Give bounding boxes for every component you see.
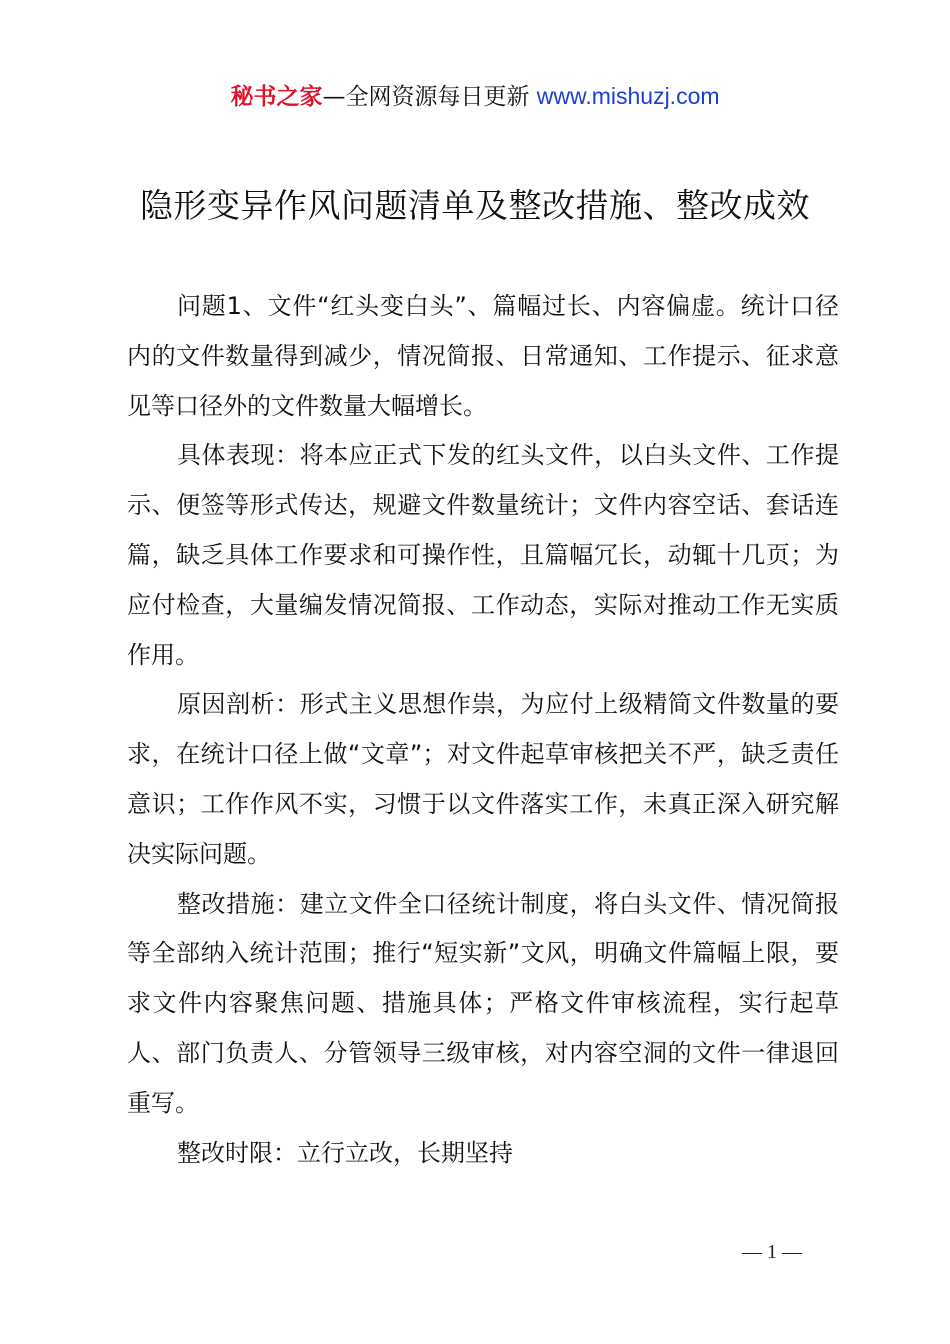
banner-tagline: —全网资源每日更新 <box>322 84 530 110</box>
paragraph-rectification-measures: 整改措施：建立文件全口径统计制度，将白头文件、情况简报等全部纳入统计范围；推行“短实新”文风，明确文件篇幅上限，要求文件内容聚焦问题、措施具体；严格文件审核流程，实行起草人、部门负责人、分管领导三级审核，对内容空洞的文件一律退回重写。 <box>127 889 839 1117</box>
document-body <box>127 282 839 1178</box>
paragraph-cause-analysis: 原因剖析：形式主义思想作祟，为应付上级精简文件数量的要求，在统计口径上做“文章”；对文件起草审核把关不严，缺乏责任意识；工作作风不实，习惯于以文件落实工作，未真正深入研究解决实际问题。 <box>127 690 839 868</box>
brand-name: 秘书之家 <box>230 84 323 110</box>
document-title: 隐形变异作风问题清单及整改措施、整改成效 <box>140 186 810 225</box>
paragraph-problem: 问题1、文件“红头变白头”、篇幅过长、内容偏虚。统计口径内的文件数量得到减少，情况简报、日常通知、工作提示、征求意见等口径外的文件数量大幅增长。 <box>127 292 839 420</box>
paragraph-rectification-deadline: 整改时限：立行立改，长期坚持 <box>177 1138 513 1167</box>
page-number: — 1 — <box>742 1241 802 1263</box>
site-banner <box>0 80 950 113</box>
site-url-link[interactable]: www.mishuzj.com <box>536 83 720 109</box>
paragraph-manifestation: 具体表现：将本应正式下发的红头文件，以白头文件、工作提示、便签等形式传达，规避文件数量统计；文件内容空话、套话连篇，缺乏具体工作要求和可操作性，且篇幅冗长，动辄十几页；为应付检查，大量编发情况简报、工作动态，实际对推动工作无实质作用。 <box>127 441 839 669</box>
